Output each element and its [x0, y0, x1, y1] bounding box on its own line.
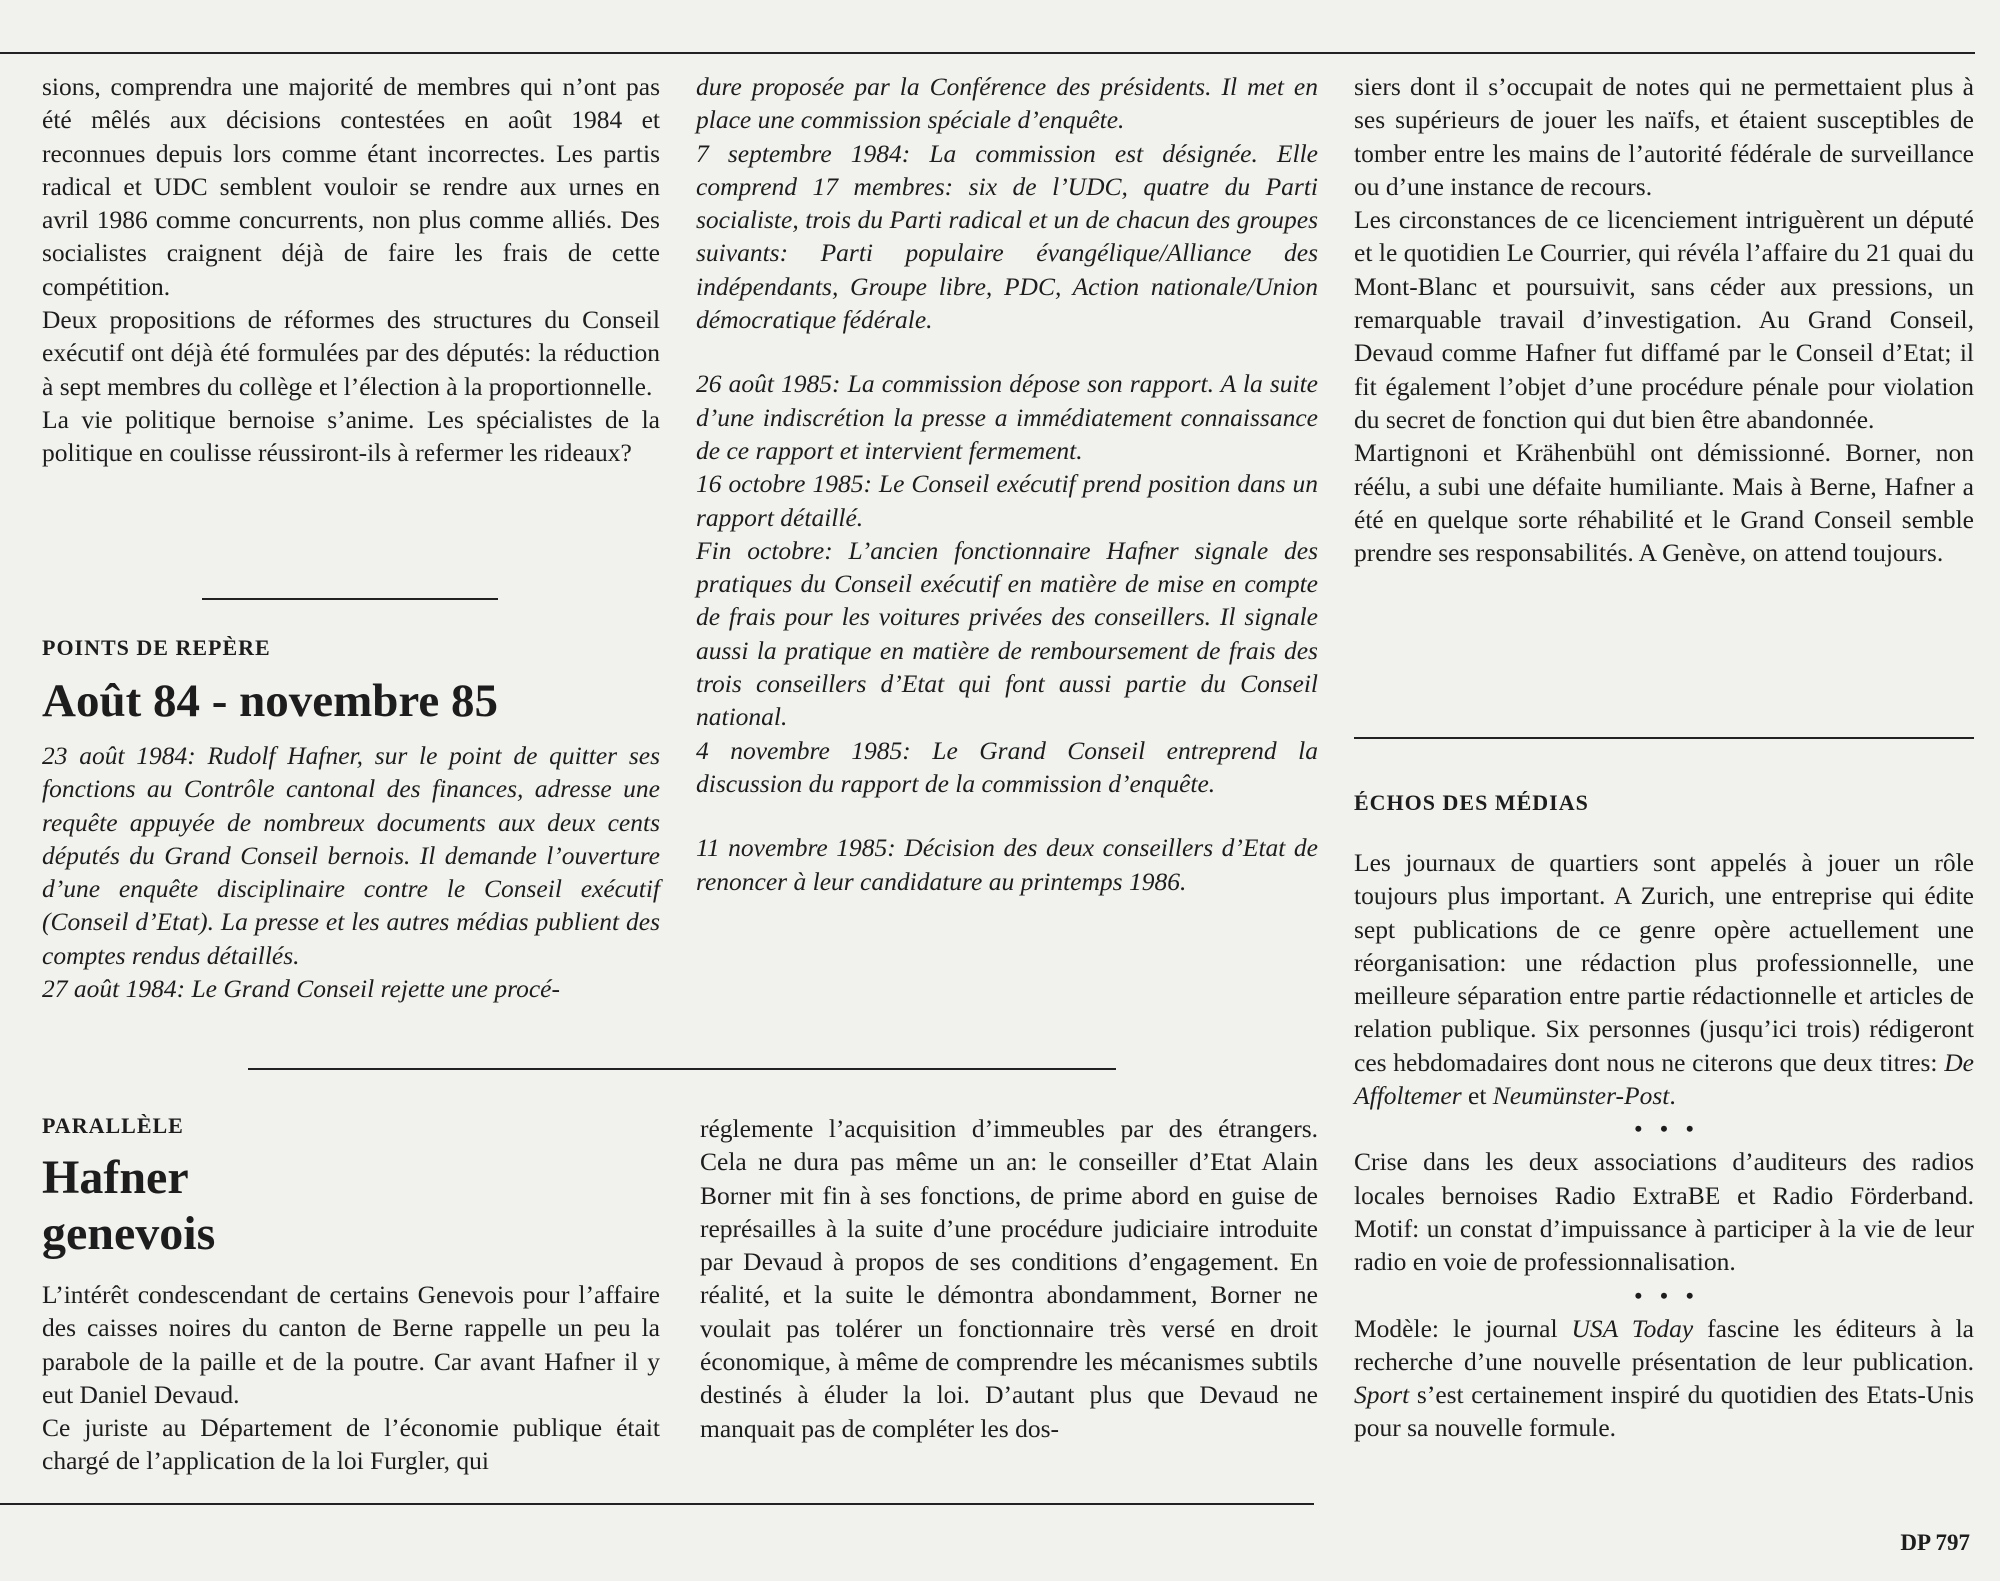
- bottom-rule: [0, 1503, 1314, 1505]
- echos-item: Modèle: le journal USA Today fascine les éditeurs à la recherche d’une nouvelle présentation de leur publication. Sport s’est certainement inspiré du quotidien des Etats-Unis pour sa nouvelle formule.: [1354, 1313, 1974, 1443]
- parallele-column2: [700, 1112, 1318, 1445]
- parallele-column3: [1354, 70, 1974, 569]
- reperes-entry: 16 octobre 1985: Le Conseil exécutif prend position dans un rapport détaillé.: [696, 469, 1318, 532]
- reperes-bottom-rule: [248, 1068, 1116, 1070]
- paragraph: La vie politique bernoise s’anime. Les spécialistes de la politique en coulisse réussiront-ils à refermer les rideaux?: [42, 404, 660, 468]
- paragraph: sions, comprendra une majorité de membres qui n’ont pas été mêlés aux décisions contestées en août 1984 et reconnues depuis lors comme étant incorrectes. Les partis radical et UDC semblent vouloir se rendre aux urnes en avril 1986 comme concurrents, non plus comme alliés. Des socialistes craignent déjà de faire les frais de cette compétition.: [42, 72, 660, 301]
- paragraph: Deux propositions de réformes des structures du Conseil exécutif ont déjà été formulées par des députés: la réduction à sept membres du collège et l’élection à la proportionnelle.: [42, 305, 660, 401]
- echos-column: [1354, 846, 1974, 1445]
- column1-text: [42, 70, 660, 470]
- reperes-entry: dure proposée par la Conférence des présidents. Il met en place une commission spéciale d’enquête.: [696, 72, 1318, 135]
- paragraph: Martignoni et Krähenbühl ont démissionné. Borner, non réélu, a subi une défaite humiliante. Mais à Berne, Hafner a été en quelque sorte réhabilité et le Grand Conseil semble prendre ses responsabilités. A Genève, on attend toujours.: [1354, 438, 1974, 568]
- page-folio: DP 797: [1900, 1530, 1970, 1555]
- echos-item: Crise dans les deux associations d’auditeurs des radios locales bernoises Radio ExtraBE et Radio Förderband. Motif: un constat d’impuissance à participer à la vie de leur radio en voie de professionnalisation.: [1354, 1147, 1974, 1277]
- paragraph: L’intérêt condescendant de certains Genevois pour l’affaire des caisses noires du canton de Berne rappelle un peu la parabole de la paille et de la poutre. Car avant Hafner il y eut Daniel Devaud.: [42, 1280, 660, 1409]
- parallele-title-line2: genevois: [42, 1207, 216, 1260]
- parallele-column1: [42, 1278, 660, 1478]
- reperes-entry: Fin octobre: L’ancien fonctionnaire Hafner signale des pratiques du Conseil exécutif en matière de mise en compte de frais pour les voitures privées des conseillers. Il signale aussi la pratique en matière de remboursement de frais des trois conseillers d’Etat qui font aussi partie du Conseil national.: [696, 535, 1318, 732]
- separator-dots: •••: [1634, 1116, 1712, 1142]
- echos-kicker: ÉCHOS DES MÉDIAS: [1354, 790, 1589, 815]
- reperes-entry: 7 septembre 1984: La commission est désignée. Elle comprend 17 membres: six de l’UDC, quatre du Parti socialiste, trois du Parti radical et un de chacun des groupes suivants: Parti populaire évangélique/Alliance des indépendants, Groupe libre, PDC, Action nationale/Union démocratique fédérale.: [696, 138, 1318, 335]
- paragraph: Ce juriste au Département de l’économie publique était chargé de l’application de la loi Furgler, qui: [42, 1413, 660, 1476]
- parallele-kicker: PARALLÈLE: [42, 1113, 184, 1138]
- reperes-column2: [696, 70, 1318, 898]
- reperes-kicker: POINTS DE REPÈRE: [42, 635, 271, 660]
- echos-item: Les journaux de quartiers sont appelés à jouer un rôle toujours plus important. A Zurich, une entreprise qui édite sept publications de ce genre opère actuellement une réorganisation: une rédaction plus professionnelle, une meilleure séparation entre partie rédactionnelle et articles de relation publique. Six personnes (jusqu’ici trois) rédigeront ces hebdomadaires dont nous ne citerons que deux titres: De Affoltemer et Neumünster-Post.: [1354, 848, 1974, 1111]
- parallele-title-line1: Hafner: [42, 1151, 189, 1204]
- top-rule: [0, 52, 1975, 54]
- parallele-end-rule: [1354, 737, 1974, 739]
- reperes-title: Août 84 - novembre 85: [42, 675, 499, 727]
- reperes-entry: 11 novembre 1985: Décision des deux conseillers d’Etat de renoncer à leur candidature au printemps 1986.: [696, 833, 1318, 896]
- paragraph: réglemente l’acquisition d’immeubles par des étrangers. Cela ne dura pas même un an: le conseiller d’Etat Alain Borner mit fin à ses fonctions, de prime abord en guise de représailles à la suite d’une procédure judiciaire introduite par Devaud à propos de ses conditions d’engagement. En réalité, et la suite le démontra abondamment, Borner ne voulait pas tolérer un fonctionnaire très versé en droit économique, à même de comprendre les mécanismes subtils destinés à éluder la loi. D’autant plus que Devaud ne manquait pas de compléter les dos-: [700, 1114, 1318, 1443]
- column1-end-rule: [202, 598, 498, 600]
- reperes-entry: 27 août 1984: Le Grand Conseil rejette une procé-: [42, 974, 560, 1004]
- paragraph: siers dont il s’occupait de notes qui ne permettaient plus à ses supérieurs de jouer les naïfs, et étaient susceptibles de tomber entre les mains de l’autorité fédérale de surveillance ou d’une instance de recours.: [1354, 72, 1974, 201]
- reperes-entry: 4 novembre 1985: Le Grand Conseil entreprend la discussion du rapport de la commission d’enquête.: [696, 735, 1318, 798]
- reperes-entry: 26 août 1985: La commission dépose son rapport. A la suite d’une indiscrétion la presse a immédiatement connaissance de ce rapport et intervient fermement.: [696, 369, 1318, 465]
- separator-dots: •••: [1634, 1282, 1712, 1308]
- reperes-entry: 23 août 1984: Rudolf Hafner, sur le point de quitter ses fonctions au Contrôle cantonal des finances, adresse une requête appuyée de nombreux documents aux deux cents députés du Grand Conseil bernois. Il demande l’ouverture d’une enquête disciplinaire contre le Conseil exécutif (Conseil d’Etat). La presse et les autres médias publient des comptes rendus détaillés.: [42, 741, 660, 970]
- paragraph: Les circonstances de ce licenciement intriguèrent un député et le quotidien Le Courrier, qui révéla l’affaire du 21 quai du Mont-Blanc et poursuivit, sans céder aux pressions, un remarquable travail d’investigation. Au Grand Conseil, Devaud comme Hafner fut diffamé par le Conseil d’Etat; il fit également l’objet d’une procédure pénale pour violation du secret de fonction qui dut bien être abandonnée.: [1354, 205, 1974, 434]
- reperes-column1: [42, 739, 660, 1005]
